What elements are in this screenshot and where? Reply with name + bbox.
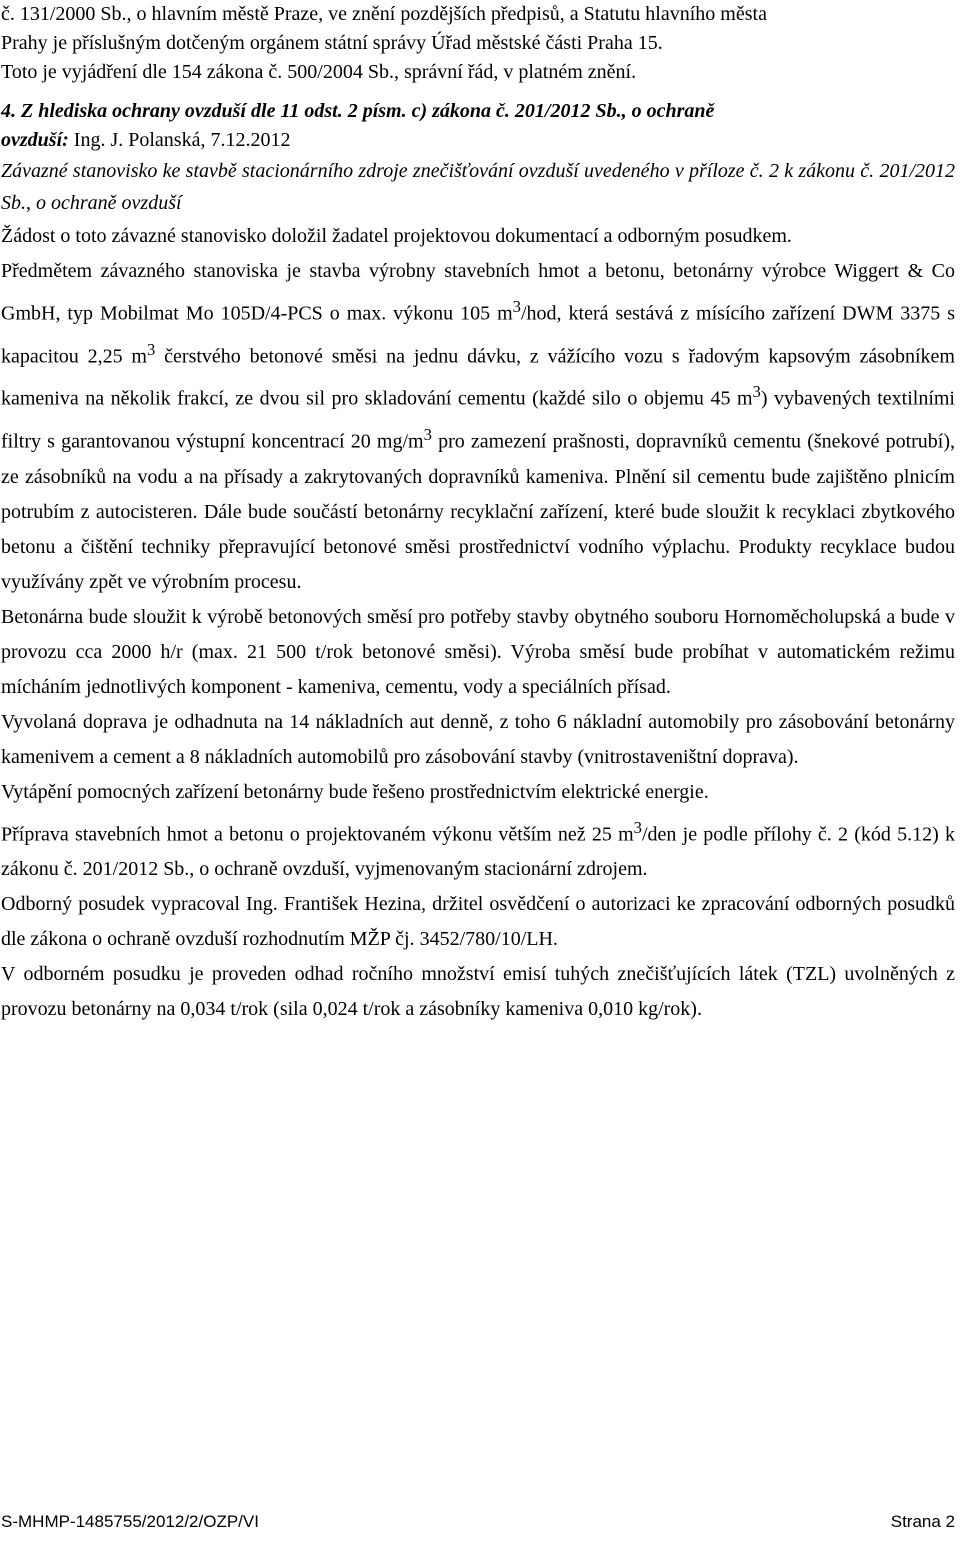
paragraph-2-part-a: Předmětem závazného stanoviska je stavba výrobny stavebních hmot a betonu, betonárny výrobce Wiggert & Co GmbH, typ Mobilmat Mo 105D/4-PCS o max. výkonu 105 m	[1, 260, 955, 325]
superscript-3: 3	[633, 817, 642, 837]
section-4-official: Ing. J. Polanská, 7.12.2012	[68, 129, 291, 151]
section-4-title-cont: ovzduší:	[1, 129, 69, 151]
paragraph-4: Vyvolaná doprava je odhadnuta na 14 nákladních aut denně, z toho 6 nákladní automobily pro zásobování betonárny kamenivem a cement a 8 nákladních automobilů pro zásobování stavby (vnitrostaveništní doprava).	[1, 710, 955, 768]
document-reference: S-MHMP-1485755/2012/2/OZP/VI	[1, 1512, 259, 1531]
paragraph-2-part-c: čerstvého betonové směsi na jednu dávku, z vážícího vozu s řadovým kapsovým zásobníkem kameniva na několik frakcí, ze dvou sil pro skladování cementu (každé silo o objemu 45 m	[1, 345, 955, 410]
paragraph-2-part-b: /hod, která sestává z mísícího zařízení DWM 3375 s kapacitou 2,25 m	[1, 302, 955, 368]
paragraph-2	[1, 254, 955, 600]
section-4-subtitle: Závazné stanovisko ke stavbě stacionárního zdroje znečišťování ovzduší uvedeného v příloze č. 2 k zákonu č. 201/2012 Sb., o ochraně ovzduší	[1, 160, 955, 214]
paragraph-6	[1, 810, 955, 888]
paragraph-2-part-e: pro zamezení prašnosti, dopravníků cementu (šnekové potrubí), ze zásobníků na vodu a na přísady a zakrytovaných dopravníků kameniva. Plnění sil cementu bude zajištěno plnicím potrubím z autocisteren. Dále bude součástí betonárny recyklační zařízení, které bude sloužit k recyklaci zbytkového betonu a čištění techniky přepravující betonové směsi prostřednictví vodního výplachu. Produkty recyklace budou využívány zpět ve výrobním procesu.	[1, 430, 956, 593]
superscript-3: 3	[512, 297, 521, 316]
section-4-title: 4. Z hlediska ochrany ovzduší dle 11 odst. 2 písm. c) zákona č. 201/2012 Sb., o ochraně	[1, 100, 715, 122]
paragraph-7: Odborný posudek vypracoval Ing. František Hezina, držitel osvědčení o autorizaci ke zpracování odborných posudků dle zákona o ochraně ovzduší rozhodnutím MŽP čj. 3452/780/10/LH.	[1, 893, 955, 951]
paragraph-2-part-d: ) vybavených textilními filtry s garantovanou výstupní koncentrací 20 mg/m	[1, 387, 955, 453]
paragraph-8: V odborném posudku je proveden odhad ročního množství emisí tuhých znečišťujících látek (TZL) uvolněných z provozu betonárny na 0,034 t/rok (sila 0,024 t/rok a zásobníky kameniva 0,010 kg/rok).	[1, 963, 955, 1021]
paragraph-3: Betonárna bude sloužit k výrobě betonových směsí pro potřeby stavby obytného souboru Hornoměcholupská a bude v provozu cca 2000 h/r (max. 21 500 t/rok betonové směsi). Výroba směsí bude probíhat v automatickém režimu mícháním jednotlivých komponent - kameniva, cementu, vody a speciálních přísad.	[1, 605, 955, 698]
page-footer	[1, 1512, 955, 1532]
intro-line-1: č. 131/2000 Sb., o hlavním městě Praze, ve znění pozdějších předpisů, a Statutu hlavního města	[1, 3, 767, 25]
superscript-3: 3	[146, 339, 156, 359]
paragraph-1: Žádost o toto závazné stanovisko doložil žadatel projektovou dokumentací a odborným posudkem.	[1, 225, 792, 247]
page-number: Strana 2	[890, 1512, 955, 1531]
intro-line-3: Toto je vyjádření dle 154 zákona č. 500/2004 Sb., správní řád, v platném znění.	[1, 61, 637, 83]
intro-line-2: Prahy je příslušným dotčeným orgánem státní správy Úřad městské části Praha 15.	[1, 32, 663, 54]
superscript-3: 3	[752, 382, 761, 402]
paragraph-6-part-b: /den je podle přílohy č. 2 (kód 5.12) k zákonu č. 201/2012 Sb., o ochraně ovzduší, vyjmenovaným stacionární zdrojem.	[1, 823, 955, 881]
superscript-3: 3	[423, 424, 432, 444]
paragraph-5: Vytápění pomocných zařízení betonárny bude řešeno prostřednictvím elektrické energie.	[1, 780, 709, 803]
paragraph-6-part-a: Příprava stavebních hmot a betonu o projektovaném výkonu větším než 25 m	[1, 823, 634, 846]
section-4-heading	[1, 97, 955, 155]
